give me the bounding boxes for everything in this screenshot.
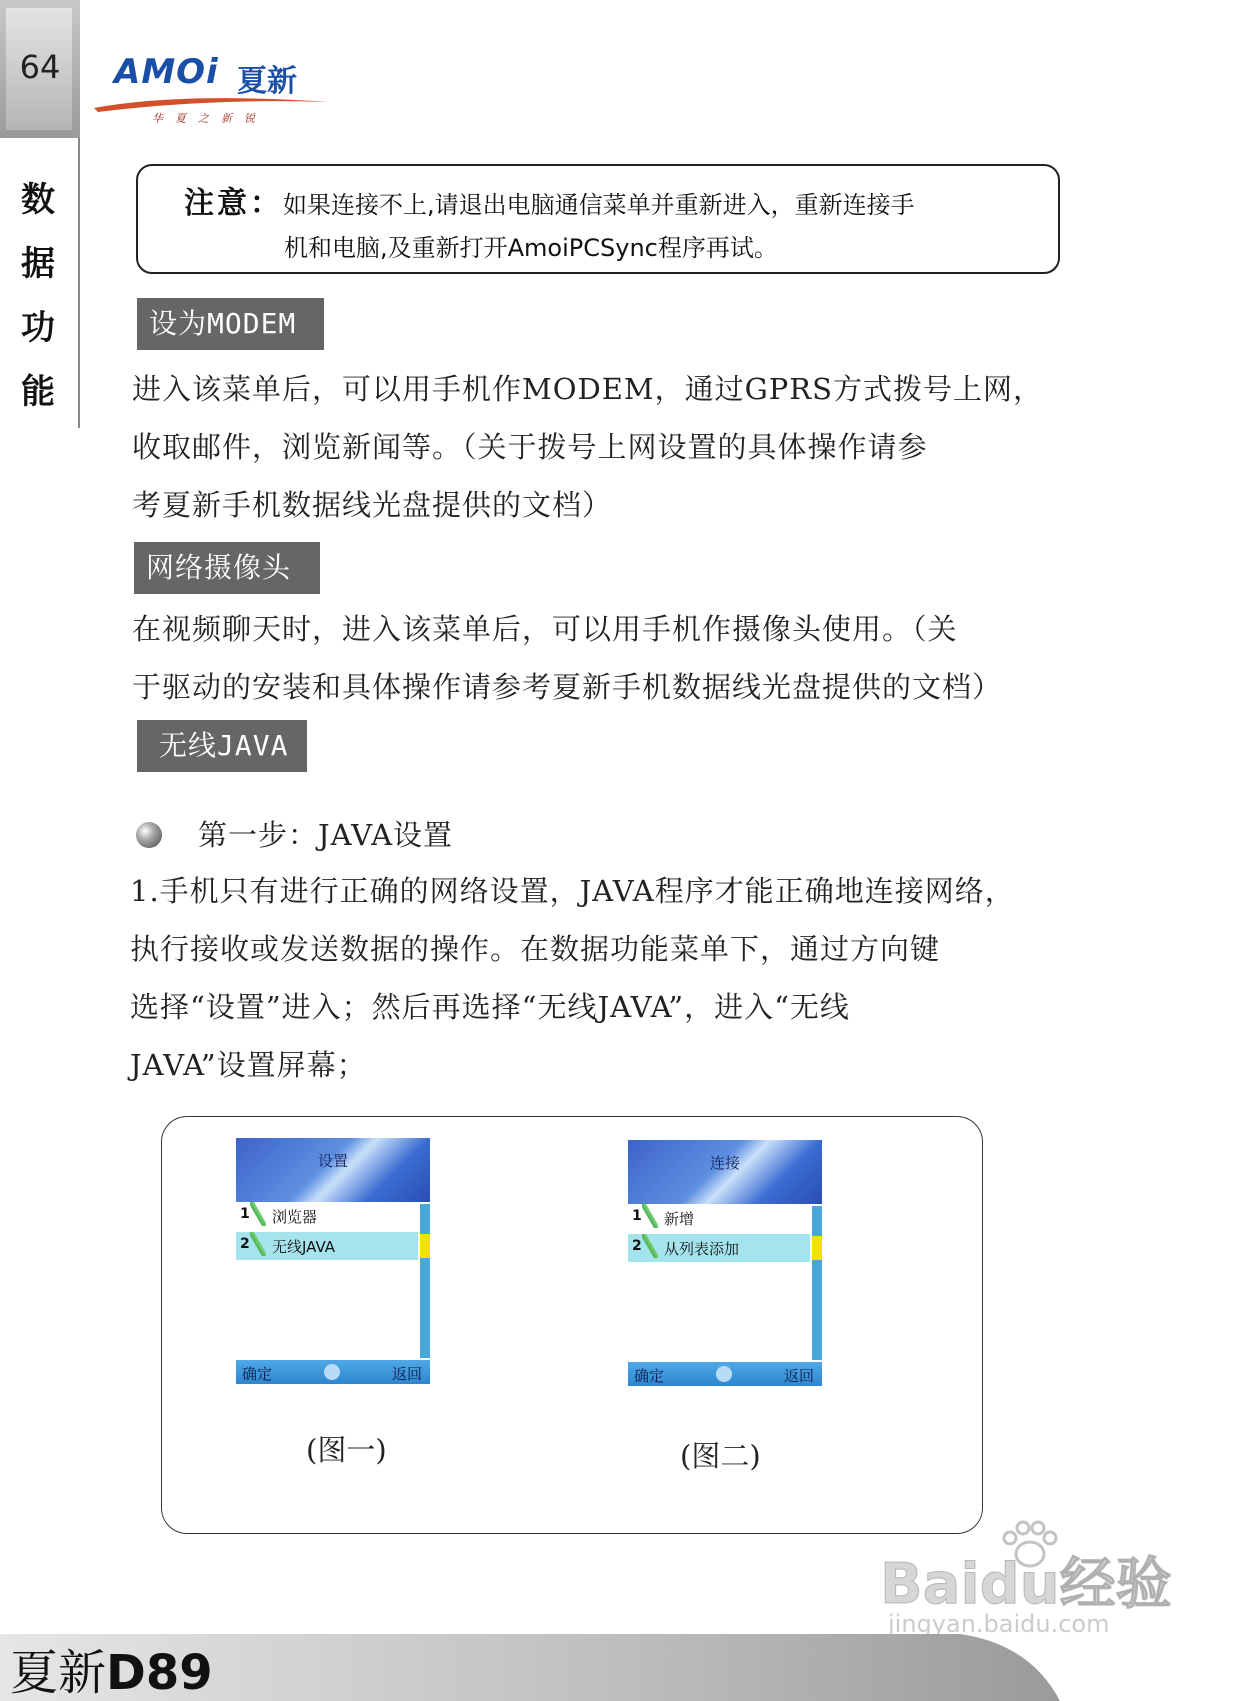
logo-brand: AMOi xyxy=(114,52,219,92)
footer-model: D89 xyxy=(106,1645,213,1701)
page-number: 64 xyxy=(19,48,61,86)
item-marker-icon xyxy=(642,1234,658,1258)
phone-header xyxy=(628,1140,822,1204)
softkey-confirm[interactable]: 确定 xyxy=(634,1367,665,1385)
footer-brand: 夏新 xyxy=(10,1645,107,1701)
text-line: 在视频聊天时，进入该菜单后，可以用手机作摄像头使用。（关 xyxy=(132,612,958,646)
watermark-url: jingyan.baidu.com xyxy=(888,1610,1110,1638)
phone-screen-title: 连接 xyxy=(709,1154,740,1172)
menu-item-add-from-list[interactable] xyxy=(628,1234,810,1262)
section-tag-modem: 设为MODEM xyxy=(137,298,324,350)
phone-screen-title: 设置 xyxy=(317,1152,348,1170)
chapter-char: 功 xyxy=(21,308,55,348)
menu-item-browser[interactable] xyxy=(236,1202,418,1230)
text-line: 执行接收或发送数据的操作。在数据功能菜单下，通过方向键 xyxy=(130,932,941,966)
phone-menu-list xyxy=(236,1202,430,1360)
phone-header xyxy=(236,1138,430,1202)
note-box xyxy=(136,164,1060,274)
bullet-icon xyxy=(136,822,162,848)
nav-updown-icon xyxy=(716,1366,732,1382)
footer-title xyxy=(10,1634,213,1701)
watermark-text: Baidu经验 xyxy=(880,1552,1172,1617)
logo-brand-cn: 夏新 xyxy=(237,64,297,99)
phone-screen-1 xyxy=(236,1138,430,1384)
item-number: 2 xyxy=(240,1236,250,1252)
note-text-2: 机和电脑,及重新打开AmoiPCSync程序再试。 xyxy=(284,234,778,262)
softkey-bar xyxy=(628,1362,822,1386)
item-label: 新增 xyxy=(664,1210,695,1228)
page-number-tab xyxy=(0,0,80,138)
chapter-char: 能 xyxy=(21,372,55,412)
item-label: 浏览器 xyxy=(272,1208,318,1226)
text-line: 选择“设置”进入；然后再选择“无线JAVA”，进入“无线 xyxy=(130,990,850,1024)
java-paragraph xyxy=(130,862,1015,1094)
item-marker-icon xyxy=(250,1232,266,1256)
text-line: 收取邮件，浏览新闻等。（关于拨号上网设置的具体操作请参 xyxy=(132,430,928,464)
text-line: 于驱动的安装和具体操作请参考夏新手机数据线光盘提供的文档） xyxy=(132,670,1003,704)
scroll-thumb[interactable] xyxy=(420,1234,430,1258)
softkey-confirm[interactable]: 确定 xyxy=(242,1365,273,1383)
figure-caption-2: (图二) xyxy=(680,1439,761,1473)
text-line: JAVA”设置屏幕； xyxy=(130,1048,367,1082)
item-marker-icon xyxy=(250,1202,266,1226)
chapter-char: 数 xyxy=(21,180,55,220)
softkey-back[interactable]: 返回 xyxy=(783,1367,814,1385)
chapter-char: 据 xyxy=(21,244,55,284)
nav-updown-icon xyxy=(324,1364,340,1380)
side-rule xyxy=(78,138,80,428)
logo-slogan: 华夏之新锐 xyxy=(152,112,267,125)
menu-item-new[interactable] xyxy=(628,1204,810,1232)
section-tag-java: 无线JAVA xyxy=(137,720,307,772)
text-line: 考夏新手机数据线光盘提供的文档） xyxy=(132,488,613,522)
item-label: 无线JAVA xyxy=(272,1238,336,1256)
item-marker-icon xyxy=(642,1204,658,1228)
note-title: 注意： xyxy=(184,186,283,221)
section-tag-webcam: 网络摄像头 xyxy=(134,542,320,594)
java-step-heading: 第一步：JAVA设置 xyxy=(198,818,454,852)
baidu-watermark xyxy=(880,1520,1180,1640)
note-line-1 xyxy=(184,178,915,222)
item-number: 2 xyxy=(632,1238,642,1254)
modem-paragraph xyxy=(132,360,1043,534)
softkey-back[interactable]: 返回 xyxy=(391,1365,422,1383)
chapter-label xyxy=(16,168,60,424)
item-number: 1 xyxy=(240,1206,250,1222)
softkey-bar xyxy=(236,1360,430,1384)
scroll-thumb[interactable] xyxy=(812,1236,822,1260)
text-line: 进入该菜单后，可以用手机作MODEM，通过GPRS方式拨号上网， xyxy=(132,372,1043,406)
item-number: 1 xyxy=(632,1208,642,1224)
menu-item-wireless-java[interactable] xyxy=(236,1232,418,1260)
scrollbar[interactable] xyxy=(420,1204,430,1358)
item-label: 从列表添加 xyxy=(664,1240,740,1258)
amoi-logo xyxy=(92,50,332,130)
webcam-paragraph xyxy=(132,600,1002,716)
text-line: 1.手机只有进行正确的网络设置，JAVA程序才能正确地连接网络， xyxy=(130,874,1015,908)
note-text-1: 如果连接不上,请退出电脑通信菜单并重新进入，重新连接手 xyxy=(283,191,915,219)
figure-caption-1: (图一) xyxy=(306,1433,387,1467)
phone-screen-2 xyxy=(628,1140,822,1386)
phone-menu-list xyxy=(628,1204,822,1362)
scrollbar[interactable] xyxy=(812,1206,822,1360)
